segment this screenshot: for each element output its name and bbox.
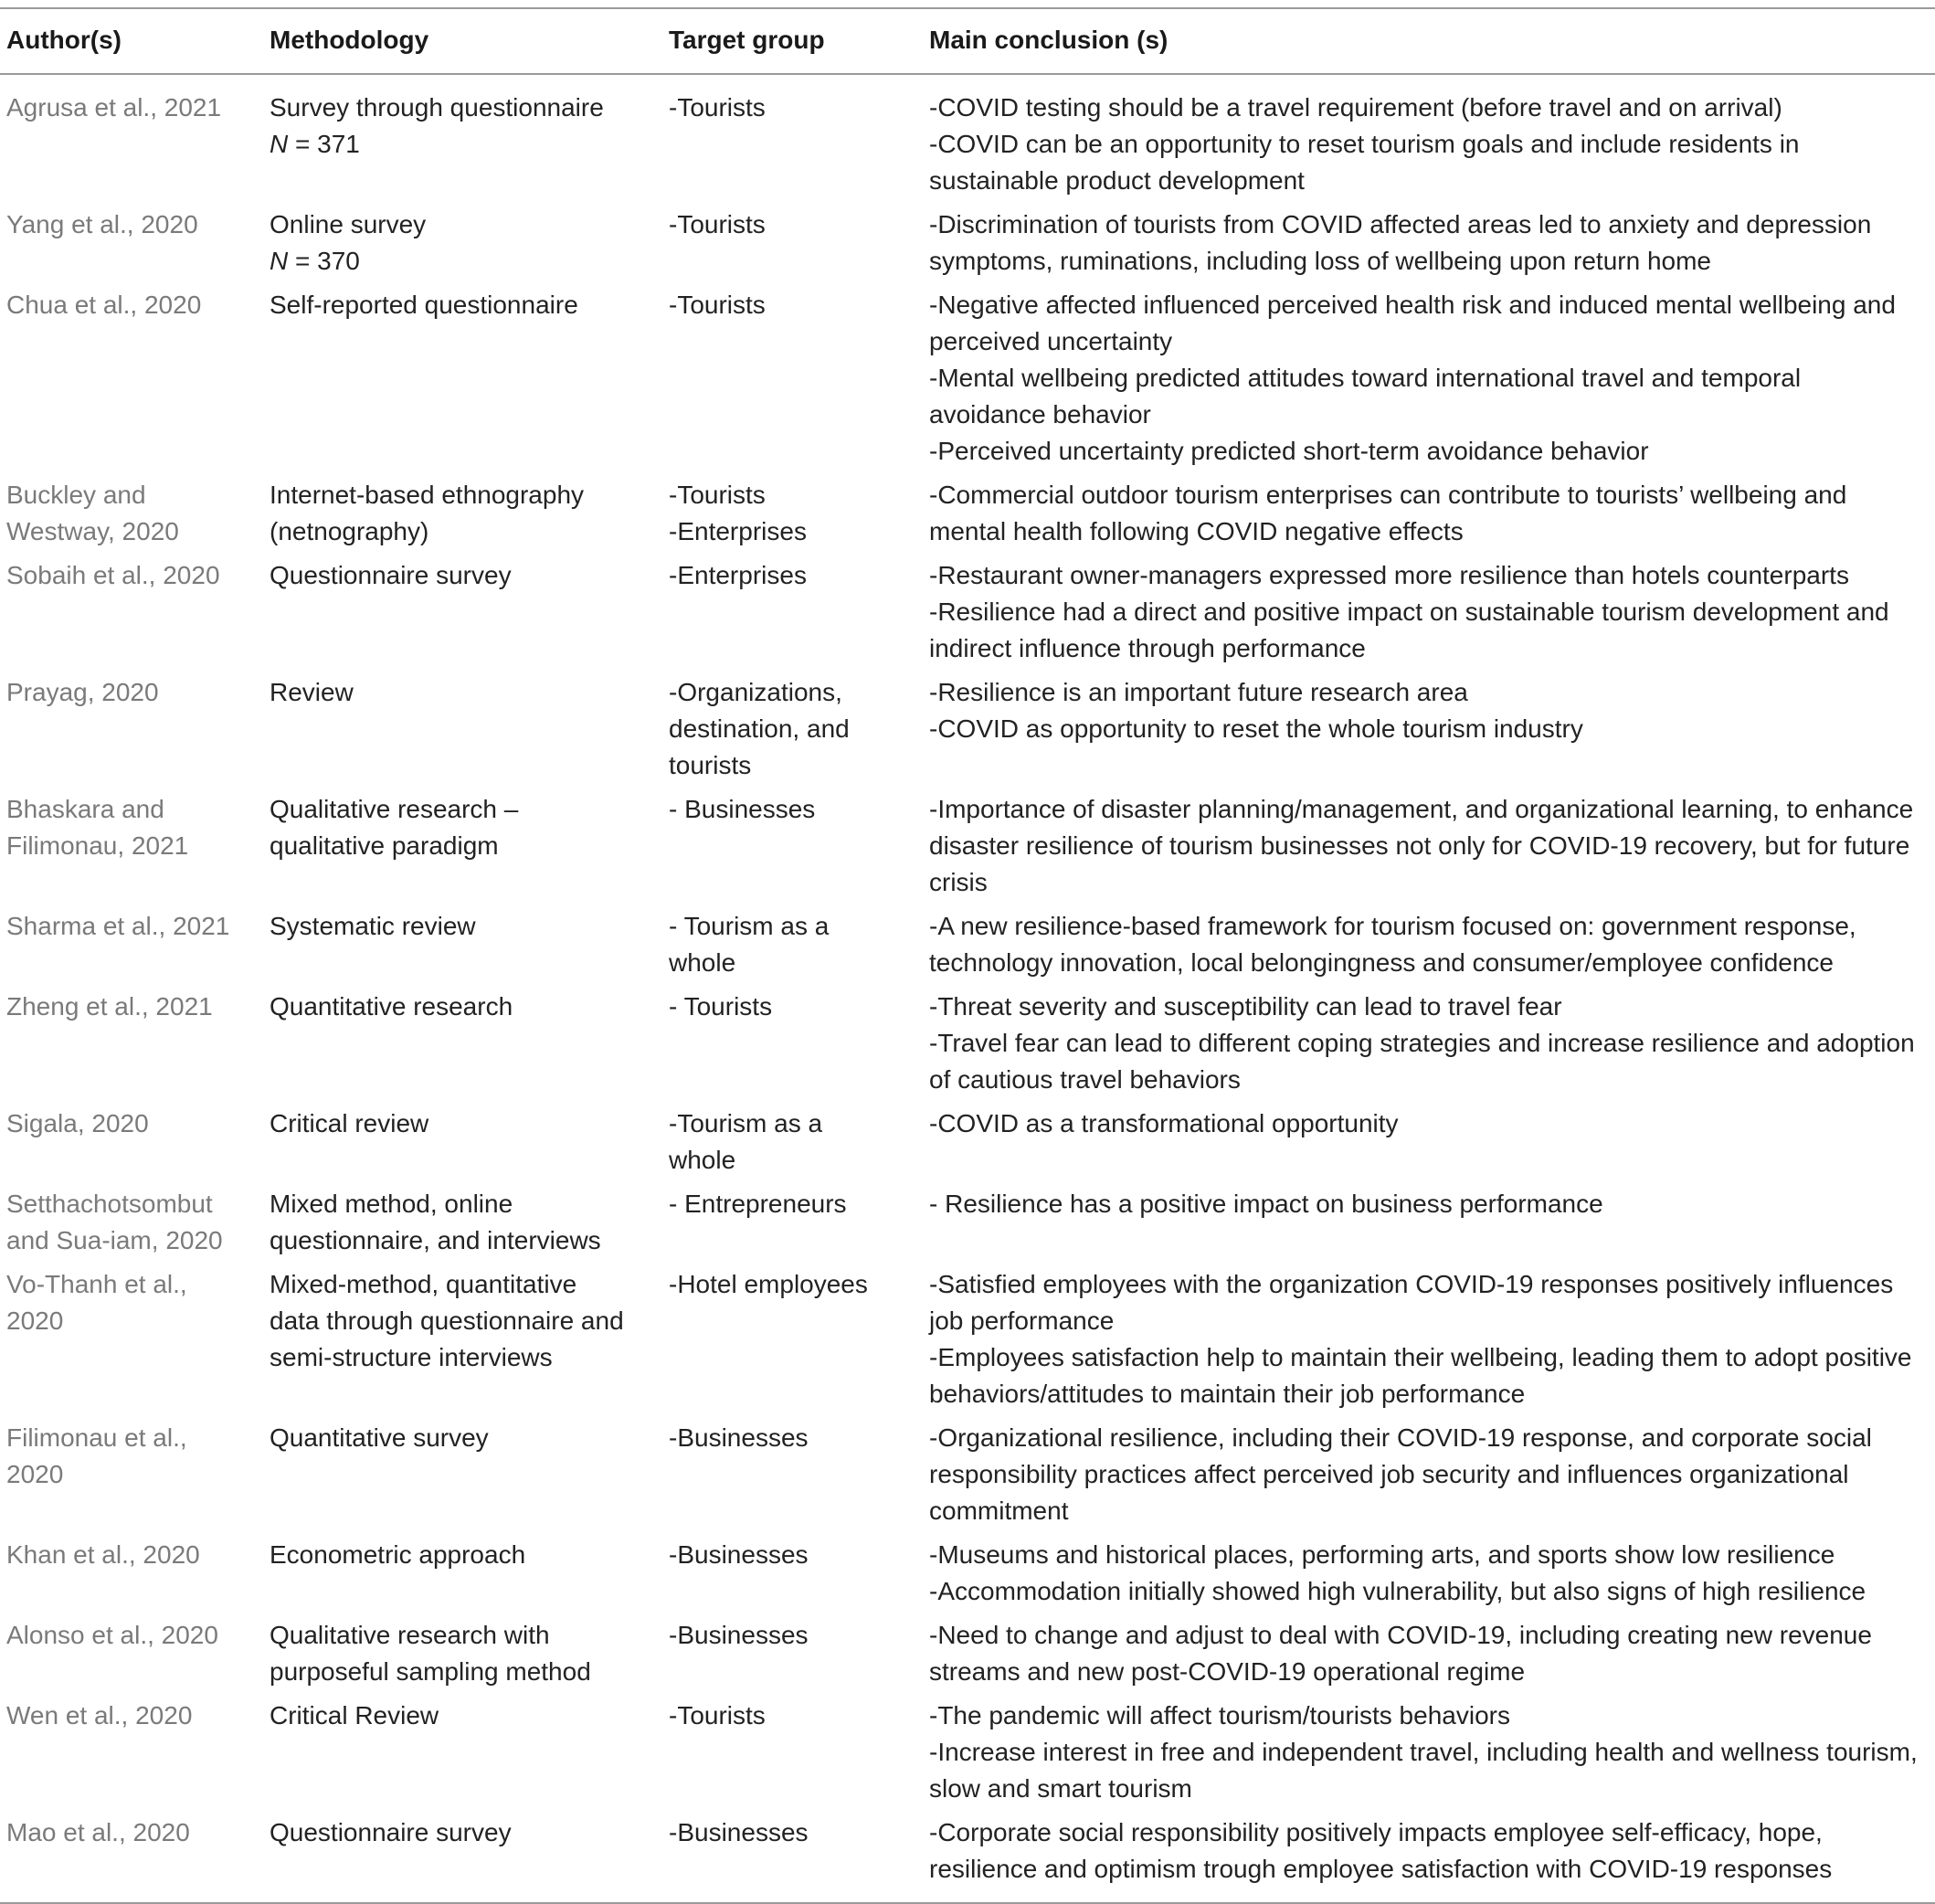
methodology-line: Mixed-method, quantitative: [270, 1270, 577, 1298]
author-line: Prayag, 2020: [6, 678, 159, 706]
conclusion-cell: [923, 1182, 1935, 1263]
methodology-line: (netnography): [270, 517, 429, 545]
methodology-cell: [263, 1102, 662, 1182]
author-line: Setthachotsombut: [6, 1190, 213, 1218]
methodology-cell: [263, 1533, 662, 1613]
conclusion-line: - Resilience has a positive impact on business performance: [929, 1190, 1603, 1218]
target-line: -Businesses: [669, 1423, 809, 1452]
author-line: Khan et al., 2020: [6, 1540, 200, 1569]
table-row: [0, 1533, 1935, 1613]
table-body: [0, 74, 1935, 1903]
methodology-cell: [263, 1182, 662, 1263]
conclusion-line: -Museums and historical places, performing arts, and sports show low resilience: [929, 1540, 1835, 1569]
conclusion-line: -Negative affected influenced perceived health risk and induced mental wellbeing and: [929, 291, 1896, 319]
conclusion-line: avoidance behavior: [929, 400, 1151, 428]
table-row: [0, 74, 1935, 203]
table-row: [0, 904, 1935, 985]
conclusion-line: -Mental wellbeing predicted attitudes toward international travel and temporal: [929, 364, 1802, 392]
table-row: [0, 671, 1935, 788]
conclusion-line: -Restaurant owner-managers expressed more resilience than hotels counterparts: [929, 561, 1849, 589]
target-line: - Tourists: [669, 992, 773, 1021]
target-group-cell: [662, 1533, 923, 1613]
table-container: [0, 7, 1935, 1904]
conclusion-cell: [923, 1533, 1935, 1613]
conclusion-line: behaviors/attitudes to maintain their job performance: [929, 1380, 1526, 1408]
target-group-cell: [662, 904, 923, 985]
target-group-cell: [662, 554, 923, 671]
conclusion-cell: [923, 1102, 1935, 1182]
conclusion-cell: [923, 1416, 1935, 1533]
conclusion-line: job performance: [929, 1306, 1115, 1335]
conclusion-line: -COVID as opportunity to reset the whole tourism industry: [929, 714, 1583, 743]
conclusion-cell: [923, 74, 1935, 203]
conclusion-cell: [923, 788, 1935, 904]
target-group-cell: [662, 1416, 923, 1533]
author-cell: [0, 203, 263, 283]
conclusion-cell: [923, 904, 1935, 985]
header-methodology: Methodology: [263, 8, 662, 74]
methodology-line: Mixed method, online: [270, 1190, 513, 1218]
target-group-cell: [662, 1263, 923, 1416]
conclusion-cell: [923, 1263, 1935, 1416]
methodology-line: data through questionnaire and: [270, 1306, 624, 1335]
methodology-cell: [263, 671, 662, 788]
target-group-cell: [662, 283, 923, 473]
author-cell: [0, 74, 263, 203]
sample-size-symbol: N: [270, 247, 289, 275]
conclusion-line: technology innovation, local belongingness and consumer/employee confidence: [929, 948, 1834, 977]
methodology-line: Critical review: [270, 1109, 429, 1137]
target-line: -Tourists: [669, 481, 766, 509]
author-line: Yang et al., 2020: [6, 210, 198, 238]
conclusion-line: -Perceived uncertainty predicted short-term avoidance behavior: [929, 437, 1649, 465]
conclusion-line: -A new resilience-based framework for tourism focused on: government response,: [929, 912, 1856, 940]
conclusion-line: -COVID can be an opportunity to reset tourism goals and include residents in: [929, 130, 1800, 158]
author-cell: [0, 788, 263, 904]
conclusion-cell: [923, 203, 1935, 283]
methodology-line: N = 371: [270, 130, 360, 158]
methodology-cell: [263, 1811, 662, 1903]
conclusion-line: -Accommodation initially showed high vulnerability, but also signs of high resilience: [929, 1577, 1866, 1605]
conclusion-cell: [923, 1811, 1935, 1903]
sample-size-symbol: N: [270, 130, 289, 158]
methodology-line: Quantitative survey: [270, 1423, 489, 1452]
table-row: [0, 554, 1935, 671]
methodology-cell: [263, 473, 662, 554]
methodology-cell: [263, 1694, 662, 1811]
author-line: Sharma et al., 2021: [6, 912, 230, 940]
conclusion-line: -Discrimination of tourists from COVID affected areas led to anxiety and depression: [929, 210, 1872, 238]
target-line: whole: [669, 948, 736, 977]
author-cell: [0, 1263, 263, 1416]
methodology-line: Internet-based ethnography: [270, 481, 585, 509]
author-line: Agrusa et al., 2021: [6, 93, 222, 122]
methodology-cell: [263, 1416, 662, 1533]
author-line: Sobaih et al., 2020: [6, 561, 220, 589]
author-line: Westway, 2020: [6, 517, 179, 545]
target-group-cell: [662, 1811, 923, 1903]
author-line: Zheng et al., 2021: [6, 992, 213, 1021]
author-line: Wen et al., 2020: [6, 1701, 193, 1729]
target-line: -Businesses: [669, 1621, 809, 1649]
conclusion-line: -Organizational resilience, including their COVID-19 response, and corporate social: [929, 1423, 1872, 1452]
conclusion-line: commitment: [929, 1497, 1069, 1525]
conclusion-line: mental health following COVID negative effects: [929, 517, 1464, 545]
conclusion-line: perceived uncertainty: [929, 327, 1173, 355]
table-row: [0, 283, 1935, 473]
author-cell: [0, 1182, 263, 1263]
header-main-conclusion: Main conclusion (s): [923, 8, 1935, 74]
author-line: Filimonau et al.,: [6, 1423, 187, 1452]
target-line: - Entrepreneurs: [669, 1190, 847, 1218]
methodology-line: Review: [270, 678, 354, 706]
methodology-cell: [263, 788, 662, 904]
methodology-line: Qualitative research with: [270, 1621, 550, 1649]
target-line: - Businesses: [669, 795, 816, 823]
methodology-line: Critical Review: [270, 1701, 439, 1729]
conclusion-line: -Resilience is an important future research area: [929, 678, 1468, 706]
conclusion-line: sustainable product development: [929, 166, 1305, 195]
conclusion-line: -Need to change and adjust to deal with COVID-19, including creating new revenue: [929, 1621, 1872, 1649]
author-cell: [0, 554, 263, 671]
author-cell: [0, 1811, 263, 1903]
conclusion-cell: [923, 1694, 1935, 1811]
methodology-line: Quantitative research: [270, 992, 513, 1021]
conclusion-line: responsibility practices affect perceived job security and influences organizational: [929, 1460, 1849, 1488]
table-row: [0, 1182, 1935, 1263]
conclusion-line: -Commercial outdoor tourism enterprises can contribute to tourists’ wellbeing and: [929, 481, 1847, 509]
author-line: Bhaskara and: [6, 795, 164, 823]
methodology-line: purposeful sampling method: [270, 1657, 591, 1686]
methodology-line: semi-structure interviews: [270, 1343, 553, 1371]
methodology-line: Self-reported questionnaire: [270, 291, 578, 319]
table-row: [0, 1263, 1935, 1416]
target-group-cell: [662, 473, 923, 554]
target-group-cell: [662, 671, 923, 788]
author-line: 2020: [6, 1306, 64, 1335]
author-line: Filimonau, 2021: [6, 831, 189, 860]
literature-table: [0, 7, 1935, 1904]
conclusion-line: streams and new post-COVID-19 operational regime: [929, 1657, 1526, 1686]
methodology-line: questionnaire, and interviews: [270, 1226, 601, 1254]
target-group-cell: [662, 1613, 923, 1694]
author-cell: [0, 671, 263, 788]
target-group-cell: [662, 1102, 923, 1182]
conclusion-cell: [923, 473, 1935, 554]
header-row: [0, 8, 1935, 74]
table-row: [0, 788, 1935, 904]
conclusion-line: -COVID as a transformational opportunity: [929, 1109, 1399, 1137]
author-cell: [0, 283, 263, 473]
header-authors: Author(s): [0, 8, 263, 74]
author-cell: [0, 1102, 263, 1182]
table-row: [0, 1102, 1935, 1182]
conclusion-line: indirect influence through performance: [929, 634, 1366, 662]
methodology-cell: [263, 1263, 662, 1416]
methodology-cell: [263, 985, 662, 1102]
conclusion-line: -COVID testing should be a travel requirement (before travel and on arrival): [929, 93, 1782, 122]
methodology-line: Online survey: [270, 210, 427, 238]
methodology-cell: [263, 74, 662, 203]
author-cell: [0, 1613, 263, 1694]
target-line: -Tourism as a: [669, 1109, 823, 1137]
conclusion-cell: [923, 283, 1935, 473]
conclusion-line: resilience and optimism trough employee satisfaction with COVID-19 responses: [929, 1855, 1833, 1883]
target-line: whole: [669, 1146, 736, 1174]
conclusion-cell: [923, 985, 1935, 1102]
methodology-line: Questionnaire survey: [270, 1818, 512, 1846]
target-line: -Tourists: [669, 291, 766, 319]
target-line: tourists: [669, 751, 752, 779]
target-line: -Businesses: [669, 1818, 809, 1846]
conclusion-cell: [923, 554, 1935, 671]
conclusion-line: -Increase interest in free and independent travel, including health and wellness tourism,: [929, 1738, 1918, 1766]
table-row: [0, 1613, 1935, 1694]
methodology-line: Systematic review: [270, 912, 476, 940]
author-line: Vo-Thanh et al.,: [6, 1270, 187, 1298]
conclusion-line: -The pandemic will affect tourism/tourists behaviors: [929, 1701, 1510, 1729]
conclusion-line: of cautious travel behaviors: [929, 1065, 1241, 1094]
target-line: -Tourists: [669, 1701, 766, 1729]
target-group-cell: [662, 203, 923, 283]
conclusion-line: -Satisfied employees with the organization COVID-19 responses positively influences: [929, 1270, 1894, 1298]
table-row: [0, 1811, 1935, 1903]
methodology-cell: [263, 1613, 662, 1694]
target-group-cell: [662, 1182, 923, 1263]
author-cell: [0, 985, 263, 1102]
author-cell: [0, 904, 263, 985]
methodology-line: Econometric approach: [270, 1540, 526, 1569]
author-line: Alonso et al., 2020: [6, 1621, 218, 1649]
target-line: -Enterprises: [669, 561, 807, 589]
methodology-cell: [263, 283, 662, 473]
conclusion-line: -Corporate social responsibility positively impacts employee self-efficacy, hope,: [929, 1818, 1823, 1846]
methodology-line: N = 370: [270, 247, 360, 275]
methodology-line: Questionnaire survey: [270, 561, 512, 589]
methodology-line: qualitative paradigm: [270, 831, 499, 860]
table-row: [0, 473, 1935, 554]
target-line: -Tourists: [669, 210, 766, 238]
author-line: 2020: [6, 1460, 64, 1488]
conclusion-line: -Resilience had a direct and positive impact on sustainable tourism development and: [929, 598, 1889, 626]
target-group-cell: [662, 788, 923, 904]
target-line: -Hotel employees: [669, 1270, 868, 1298]
author-cell: [0, 1416, 263, 1533]
table-row: [0, 985, 1935, 1102]
methodology-cell: [263, 554, 662, 671]
target-group-cell: [662, 1694, 923, 1811]
conclusion-cell: [923, 1613, 1935, 1694]
conclusion-line: disaster resilience of tourism businesses not only for COVID-19 recovery, but for future: [929, 831, 1910, 860]
target-line: - Tourism as a: [669, 912, 830, 940]
conclusion-line: -Importance of disaster planning/management, and organizational learning, to enhance: [929, 795, 1914, 823]
author-cell: [0, 473, 263, 554]
author-line: Sigala, 2020: [6, 1109, 149, 1137]
conclusion-line: -Threat severity and susceptibility can lead to travel fear: [929, 992, 1562, 1021]
header-target-group: Target group: [662, 8, 923, 74]
target-line: -Tourists: [669, 93, 766, 122]
methodology-line: Survey through questionnaire: [270, 93, 604, 122]
target-line: -Enterprises: [669, 517, 807, 545]
conclusion-line: -Employees satisfaction help to maintain their wellbeing, leading them to adopt positive: [929, 1343, 1912, 1371]
table-row: [0, 1694, 1935, 1811]
author-line: Chua et al., 2020: [6, 291, 202, 319]
author-cell: [0, 1533, 263, 1613]
target-group-cell: [662, 74, 923, 203]
table-header: [0, 8, 1935, 74]
author-line: Mao et al., 2020: [6, 1818, 190, 1846]
target-line: -Organizations,: [669, 678, 842, 706]
conclusion-line: crisis: [929, 868, 988, 896]
methodology-cell: [263, 203, 662, 283]
target-line: -Businesses: [669, 1540, 809, 1569]
target-group-cell: [662, 985, 923, 1102]
author-line: Buckley and: [6, 481, 146, 509]
table-row: [0, 203, 1935, 283]
target-line: destination, and: [669, 714, 850, 743]
conclusion-line: symptoms, ruminations, including loss of wellbeing upon return home: [929, 247, 1711, 275]
author-line: and Sua-iam, 2020: [6, 1226, 223, 1254]
methodology-line: Qualitative research –: [270, 795, 519, 823]
conclusion-line: -Travel fear can lead to different coping strategies and increase resilience and adoption: [929, 1029, 1915, 1057]
table-row: [0, 1416, 1935, 1533]
conclusion-line: slow and smart tourism: [929, 1774, 1192, 1803]
author-cell: [0, 1694, 263, 1811]
methodology-cell: [263, 904, 662, 985]
conclusion-cell: [923, 671, 1935, 788]
